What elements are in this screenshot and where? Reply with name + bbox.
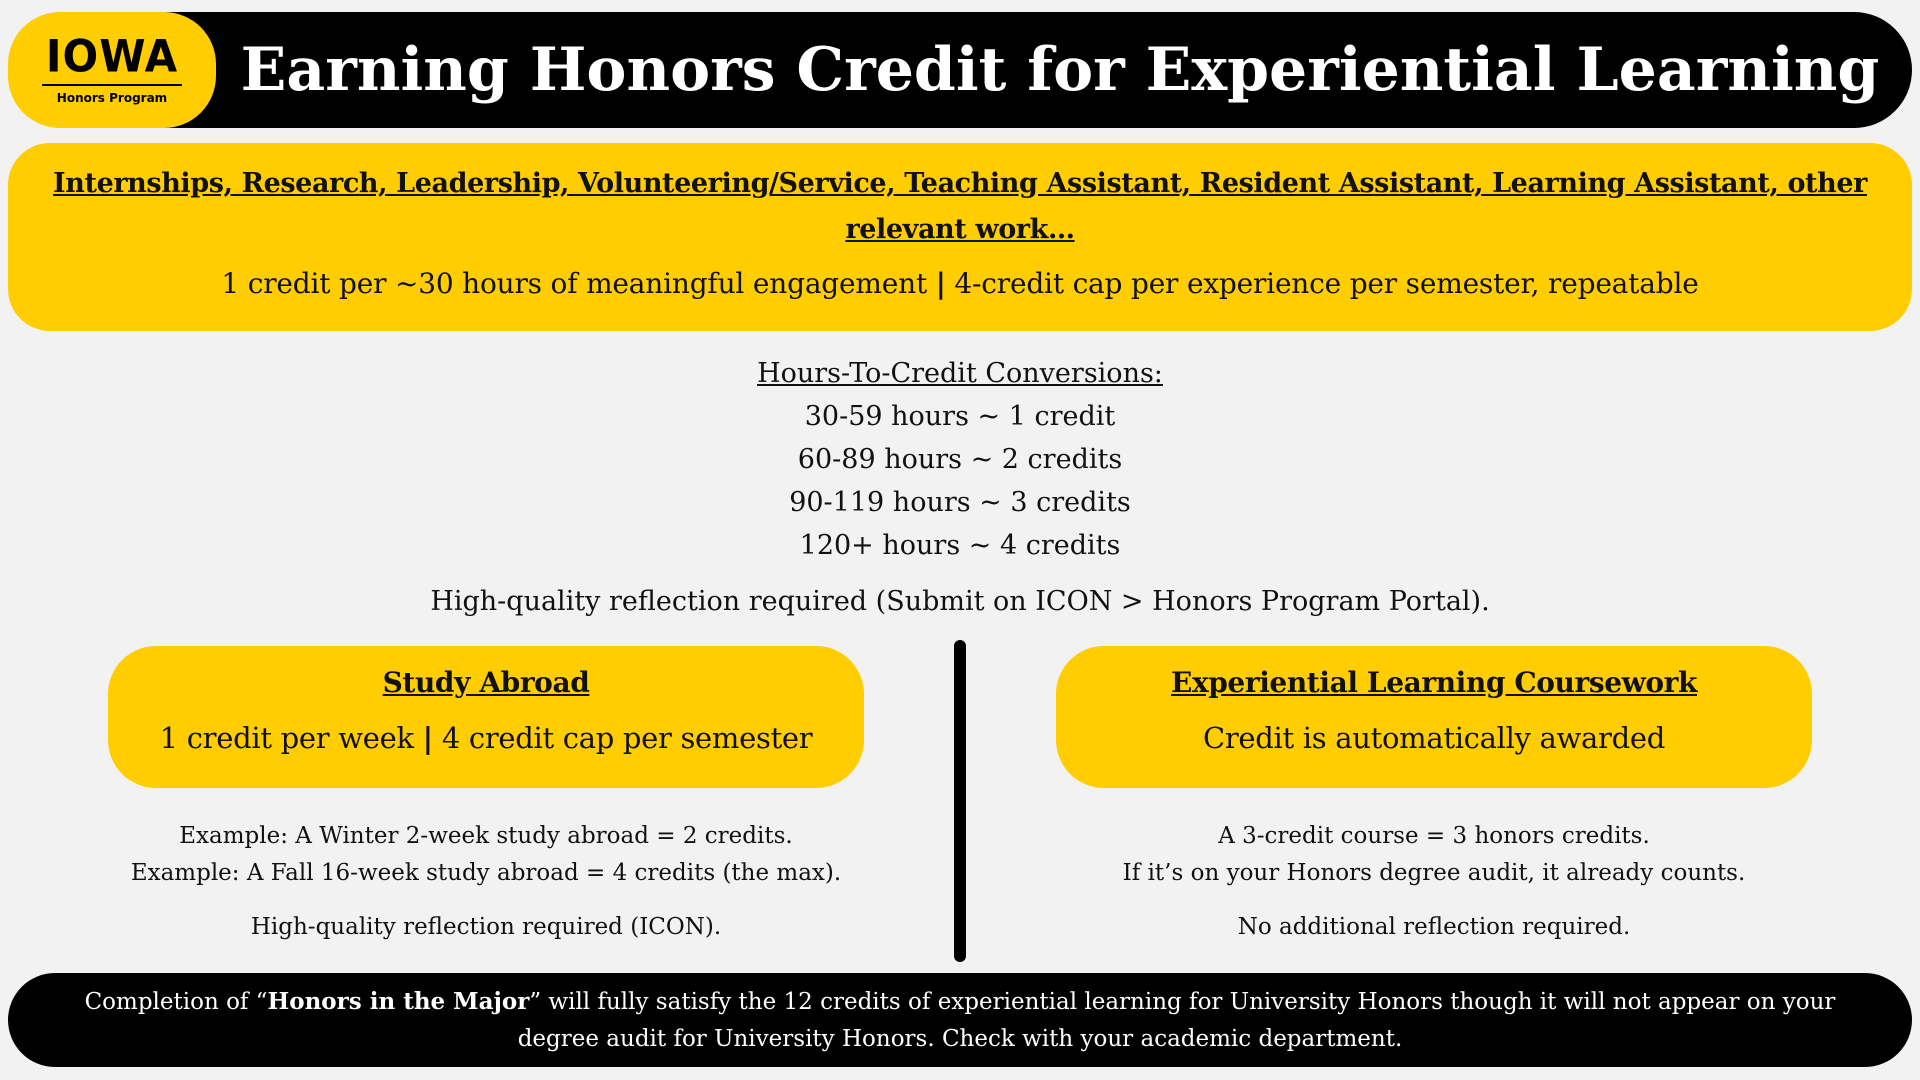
- experiential-activities-card: [8, 143, 1912, 331]
- coursework-rate: Credit is automatically awarded: [1202, 721, 1666, 755]
- study-abroad-cap: 4 credit cap per semester: [441, 721, 813, 755]
- coursework-note: If it’s on your Honors degree audit, it already counts.: [1122, 860, 1746, 886]
- coursework-title: Experiential Learning Coursework: [1171, 666, 1697, 699]
- coursework-notes: [1056, 818, 1812, 946]
- coursework-reflection: No additional reflection required.: [1237, 914, 1631, 940]
- study-abroad-title: Study Abroad: [382, 666, 590, 699]
- logo-rule: [42, 84, 182, 86]
- footer-banner: [8, 973, 1912, 1067]
- reflection-requirement: High-quality reflection required (Submit on ICON > Honors Program Portal).: [430, 586, 1490, 617]
- activities-heading: Internships, Research, Leadership, Volunteering/Service, Teaching Assistant, Resident Assistant, Learning Assistant, other relevant work…: [53, 168, 1867, 245]
- conversion-row: 90-119 hours ~ 3 credits: [789, 487, 1131, 518]
- activities-rate: 1 credit per ~30 hours of meaningful engagement: [221, 267, 928, 300]
- separator: |: [422, 721, 433, 755]
- conversion-title: Hours-To-Credit Conversions:: [757, 358, 1163, 389]
- coursework-card: [1056, 646, 1812, 788]
- activities-cap: 4-credit cap per experience per semester, repeatable: [954, 267, 1699, 300]
- study-abroad-card: [108, 646, 864, 788]
- study-abroad-reflection: High-quality reflection required (ICON).: [250, 914, 722, 940]
- logo-subtitle: Honors Program: [56, 90, 168, 105]
- conversion-row: 120+ hours ~ 4 credits: [799, 530, 1121, 561]
- footer-prefix: Completion of “: [84, 989, 268, 1015]
- footer-emphasis: Honors in the Major: [267, 988, 530, 1015]
- conversion-row: 30-59 hours ~ 1 credit: [804, 401, 1116, 432]
- hours-conversion-section: [0, 352, 1920, 567]
- study-abroad-rate-line: [108, 721, 864, 755]
- study-abroad-example: Example: A Winter 2-week study abroad = 2 credits.: [179, 823, 793, 849]
- coursework-note: A 3-credit course = 3 honors credits.: [1218, 823, 1650, 849]
- page-title: Earning Honors Credit for Experiential Learning: [240, 35, 1880, 105]
- study-abroad-rate: 1 credit per week: [159, 721, 414, 755]
- conversion-row: 60-89 hours ~ 2 credits: [797, 444, 1123, 475]
- study-abroad-example: Example: A Fall 16-week study abroad = 4 credits (the max).: [130, 860, 842, 886]
- column-divider: [954, 640, 966, 962]
- activities-credit-rate: [38, 267, 1882, 300]
- logo-word: IOWA: [45, 30, 179, 82]
- footer-suffix: ” will fully satisfy the 12 credits of experiential learning for University Honors though it will not appear on your degree audit for University Honors. Check with your academic department.: [517, 989, 1836, 1052]
- separator: |: [935, 267, 946, 300]
- iowa-honors-logo: [8, 12, 216, 128]
- study-abroad-notes: [108, 818, 864, 946]
